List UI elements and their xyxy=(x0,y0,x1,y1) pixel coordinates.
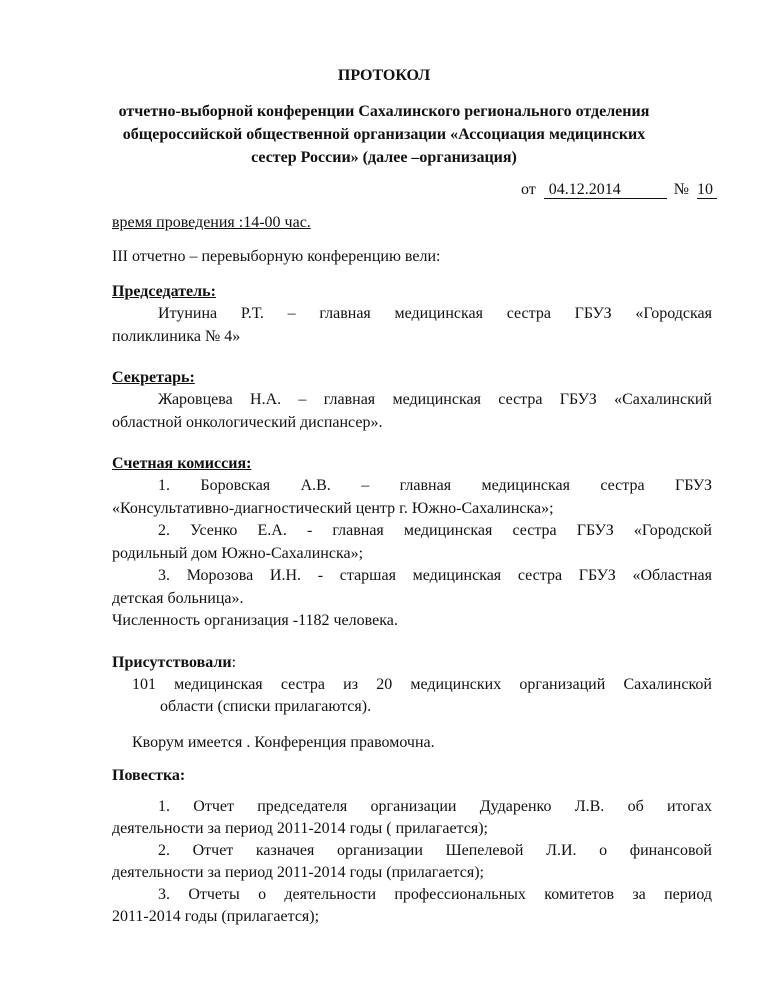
chair-line-2: поликлиника № 4» xyxy=(112,328,241,345)
commission-line-1: 1. Боровская А.В. – главная медицинская сестра ГБУЗ xyxy=(158,477,712,494)
agenda-heading: Повестка: xyxy=(112,767,186,784)
commission-heading: Счетная комиссия: xyxy=(112,455,252,472)
agenda-line-4: деятельности за период 2011-2014 годы (прилагается); xyxy=(112,864,484,881)
commission-line-6: детская больница». xyxy=(112,590,244,607)
attended-heading: Присутствовали xyxy=(112,654,232,671)
agenda-line-6: 2011-2014 годы (прилагается); xyxy=(112,908,320,925)
agenda-line-3: 2. Отчет казначея организации Шепелевой Л.И. о финансовой xyxy=(158,842,712,859)
attended-line-1: 101 медицинская сестра из 20 медицинских организаций Сахалинской xyxy=(132,676,712,693)
subtitle-line-2: общероссийской общественной организации «Ассоциация медицинских xyxy=(122,126,646,143)
commission-line-5: 3. Морозова И.Н. - старшая медицинская сестра ГБУЗ «Областная xyxy=(158,567,712,584)
attended-colon: : xyxy=(231,654,237,671)
attended-heading-line xyxy=(112,653,236,673)
commission-line-2: «Консультативно-диагностический центр г. Южно-Сахалинска»; xyxy=(112,500,554,517)
commission-line-3: 2. Усенко Е.А. - главная медицинская сестра ГБУЗ «Городской xyxy=(158,522,712,539)
conference-intro: III отчетно – перевыборную конференцию вели: xyxy=(112,248,441,265)
date-number-line xyxy=(521,180,717,200)
document-title: ПРОТОКОЛ xyxy=(337,67,431,84)
organization-size: Численность организация -1182 человека. xyxy=(112,612,398,629)
secretary-heading: Секретарь: xyxy=(112,369,195,386)
agenda-line-5: 3. Отчеты о деятельности профессиональных комитетов за период xyxy=(158,886,712,903)
number-label: № xyxy=(673,181,690,198)
secretary-line-1: Жаровцева Н.А. – главная медицинская сестра ГБУЗ «Сахалинский xyxy=(158,391,712,408)
agenda-line-1: 1. Отчет председателя организации Дударенко Л.В. об итогах xyxy=(158,798,712,815)
secretary-line-2: областной онкологический диспансер». xyxy=(112,414,383,431)
chair-line-1: Итунина Р.Т. – главная медицинская сестра ГБУЗ «Городская xyxy=(158,305,712,322)
date-prefix: от xyxy=(521,181,536,198)
agenda-line-2: деятельности за период 2011-2014 годы ( прилагается); xyxy=(112,820,488,837)
date-value: 04.12.2014 xyxy=(544,181,667,199)
subtitle-line-3: сестер России» (далее –организация) xyxy=(251,149,517,166)
chair-heading: Председатель: xyxy=(112,283,216,300)
subtitle-line-1: отчетно-выборной конференции Сахалинского регионального отделения xyxy=(118,103,650,120)
attended-line-2: области (списки прилагаются). xyxy=(160,698,372,715)
number-value: 10 xyxy=(697,181,717,199)
commission-line-4: родильный дом Южно-Сахалинска»; xyxy=(112,545,364,562)
quorum-statement: Кворум имеется . Конференция правомочна. xyxy=(132,734,435,751)
meeting-time: время проведения :14-00 час. xyxy=(112,214,311,231)
